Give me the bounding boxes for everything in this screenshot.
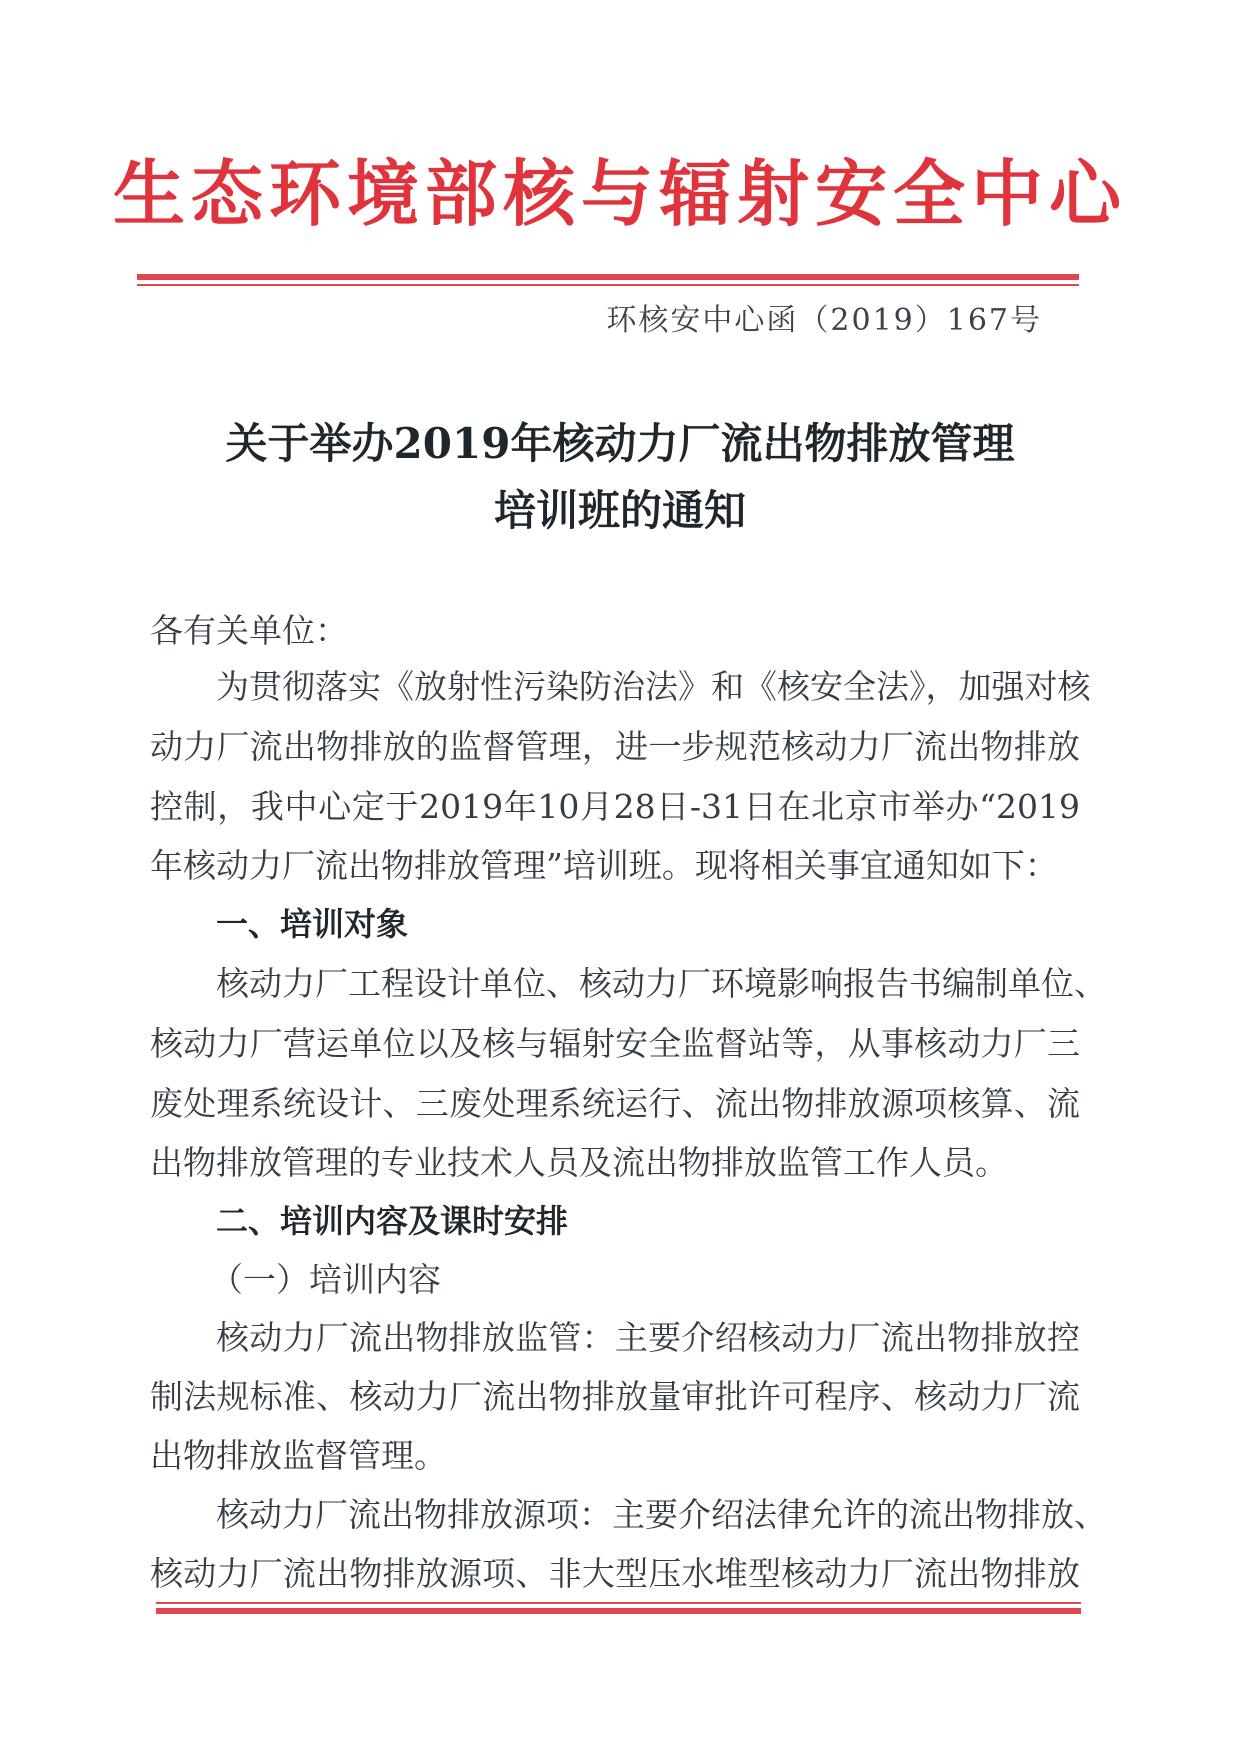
- body-paragraph-line: 出物排放管理的专业技术人员及流出物排放监管工作人员。: [150, 1143, 1008, 1182]
- document-number: 环核安中心函（2019）167号: [606, 303, 1042, 338]
- body-paragraph-line: 动力厂流出物排放的监督管理，进一步规范核动力厂流出物排放: [150, 727, 1080, 766]
- body-paragraph-line: 核动力厂流出物排放监管：主要介绍核动力厂流出物排放控: [216, 1318, 1080, 1357]
- footer-rule-thick: [156, 1608, 1081, 1614]
- body-paragraph-line: 核动力厂工程设计单位、核动力厂环境影响报告书编制单位、: [216, 964, 1107, 1003]
- body-paragraph-line: 核动力厂流出物排放源项、非大型压水堆型核动力厂流出物排放: [150, 1554, 1080, 1593]
- notice-title-line-1: 关于举办2019年核动力厂流出物排放管理: [225, 419, 1015, 468]
- salutation: 各有关单位：: [150, 611, 348, 650]
- letterhead-title: 生态环境部核与辐射安全中心: [112, 151, 1127, 236]
- letterhead-rule-thick: [137, 274, 1079, 280]
- body-paragraph-line: 核动力厂营运单位以及核与辐射安全监督站等，从事核动力厂三: [150, 1024, 1080, 1063]
- body-paragraph-line: 制法规标准、核动力厂流出物排放量审批许可程序、核动力厂流: [150, 1377, 1080, 1416]
- body-paragraph-line: 控制，我中心定于2019年10月28日-31日在北京市举办“2019: [150, 787, 1080, 826]
- body-paragraph-line: 为贯彻落实《放射性污染防治法》和《核安全法》，加强对核: [216, 667, 1091, 706]
- body-paragraph-line: 年核动力厂流出物排放管理”培训班。现将相关事宜通知如下：: [150, 846, 1058, 885]
- footer-rule-thin: [156, 1602, 1081, 1604]
- notice-title-line-2: 培训班的通知: [493, 486, 746, 535]
- subsection-heading: （一）培训内容: [210, 1260, 441, 1299]
- letterhead-rule-thin: [137, 284, 1079, 286]
- body-paragraph-line: 出物排放监督管理。: [150, 1436, 447, 1475]
- body-paragraph-line: 核动力厂流出物排放源项：主要介绍法律允许的流出物排放、: [216, 1495, 1107, 1534]
- body-paragraph-line: 废处理系统设计、三废处理系统运行、流出物排放源项核算、流: [150, 1084, 1080, 1123]
- section-heading-2: 二、培训内容及课时安排: [216, 1202, 569, 1240]
- section-heading-1: 一、培训对象: [216, 905, 409, 943]
